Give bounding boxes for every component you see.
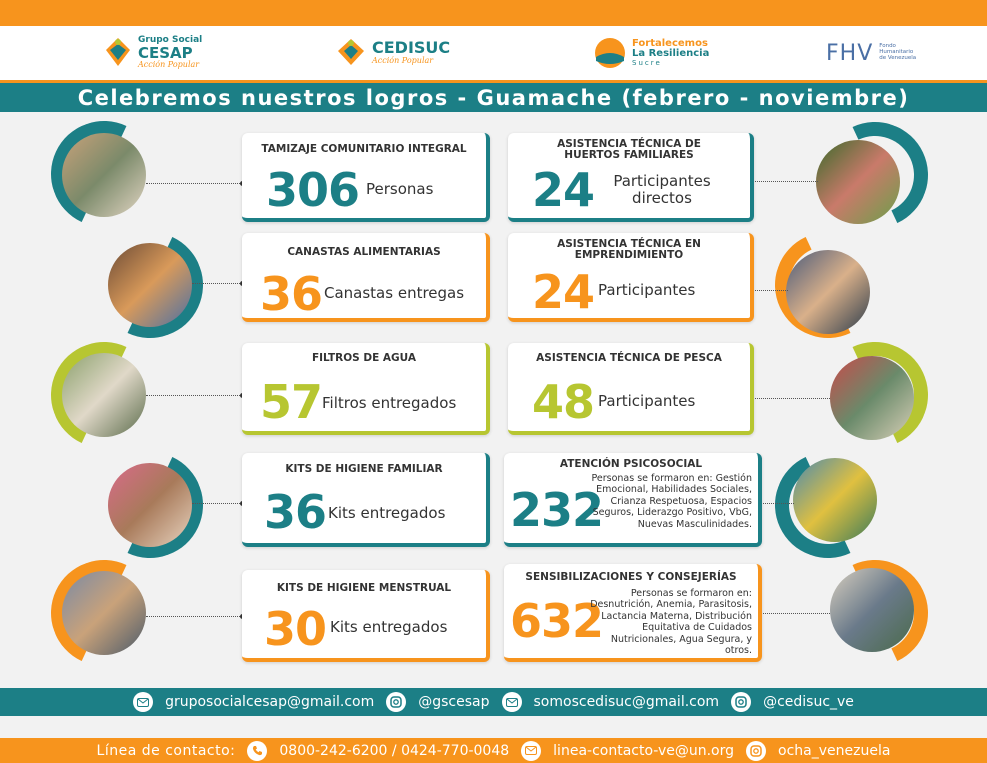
photo-psicosocial xyxy=(793,458,877,542)
card-tamizaje xyxy=(242,133,490,222)
connector-line xyxy=(146,616,242,617)
contact-bar-line xyxy=(0,738,987,763)
fhv-logo xyxy=(826,34,916,72)
connector-line xyxy=(192,283,242,284)
card-description: Personas se formaron en: Gestión Emocional, Habilidades Sociales, Crianza Respetuosa, Espacios Seguros, Liderazgo Positivo, VbG, Nuevas Masculinidades. xyxy=(591,473,752,530)
card-pesca xyxy=(508,343,754,435)
top-orange-bar xyxy=(0,0,987,26)
instagram-icon xyxy=(386,692,406,712)
connector-line xyxy=(146,395,242,396)
photo-higiene-familiar xyxy=(108,463,192,547)
card-description: Kits entregados xyxy=(328,504,446,522)
photo-pesca xyxy=(830,356,914,440)
card-number: 24 xyxy=(532,163,595,217)
card-number: 57 xyxy=(260,375,323,429)
photo-emprendimiento xyxy=(786,250,870,334)
resiliencia-logo xyxy=(594,34,709,72)
card-heading: ASISTENCIA TÉCNICA EN EMPRENDIMIENTO xyxy=(557,238,701,262)
title-bar xyxy=(0,80,987,112)
email-icon xyxy=(133,692,153,712)
contact-label: Línea de contacto: xyxy=(96,742,236,759)
cedisuc-logo xyxy=(336,34,450,72)
connector-line xyxy=(146,183,242,184)
photo-canastas xyxy=(108,243,192,327)
card-huertos xyxy=(508,133,754,222)
cesap-logo-line1: Grupo Social xyxy=(138,35,203,46)
fhv-logo-line3: de Venezuela xyxy=(879,54,917,61)
connector-line xyxy=(760,503,794,504)
card-heading: CANASTAS ALIMENTARIAS xyxy=(287,246,441,258)
card-description: Kits entregados xyxy=(330,618,448,636)
card-description: Filtros entregados xyxy=(322,394,457,412)
card-emprendimiento xyxy=(508,233,754,322)
photo-higiene-menstrual xyxy=(62,571,146,655)
instagram-cedisuc[interactable]: @cedisuc_ve xyxy=(763,694,854,710)
contact-phone[interactable]: 0800-242-6200 / 0424-770-0048 xyxy=(279,742,510,759)
card-filtros xyxy=(242,343,490,435)
fhv-logo-line2: Humanitario xyxy=(879,49,914,56)
resiliencia-logo-line3: Sucre xyxy=(632,58,662,67)
card-description: Participantes xyxy=(598,392,696,410)
card-heading: ASISTENCIA TÉCNICA DE PESCA xyxy=(536,352,722,364)
photo-filtros xyxy=(62,353,146,437)
photo-huertos xyxy=(816,140,900,224)
card-number: 24 xyxy=(532,265,595,319)
card-description: Participantes xyxy=(598,281,696,299)
cesap-logo-line2: CESAP xyxy=(138,43,193,62)
resiliencia-logo-line1: Fortalecemos xyxy=(632,37,708,49)
card-description: Participantes directos xyxy=(613,172,711,207)
email-ocha[interactable]: linea-contacto-ve@un.org xyxy=(553,742,735,759)
card-higiene-menstrual xyxy=(242,570,490,662)
cedisuc-logo-line1: CEDISUC xyxy=(372,38,451,58)
fhv-logo-line1: Fondo xyxy=(879,43,896,50)
logo-bar xyxy=(0,26,987,80)
connector-line xyxy=(760,613,830,614)
card-heading: ATENCIÓN PSICOSOCIAL xyxy=(559,458,703,470)
instagram-icon xyxy=(731,692,751,712)
card-heading: KITS DE HIGIENE FAMILIAR xyxy=(285,463,443,475)
instagram-ocha[interactable]: ocha_venezuela xyxy=(778,742,891,759)
card-number: 306 xyxy=(266,163,360,217)
cesap-logo-line3: Acción Popular xyxy=(138,60,200,70)
card-number: 632 xyxy=(510,594,604,648)
card-number: 30 xyxy=(264,602,327,656)
card-sensibilizaciones xyxy=(504,564,762,662)
card-description: Canastas entregas xyxy=(324,284,465,302)
fhv-logo-mark: FHV xyxy=(826,40,874,66)
card-heading: FILTROS DE AGUA xyxy=(311,352,417,364)
instagram-cesap[interactable]: @gscesap xyxy=(418,694,490,710)
card-canastas xyxy=(242,233,490,322)
instagram-icon xyxy=(746,741,766,761)
photo-tamizaje xyxy=(62,133,146,217)
phone-icon xyxy=(247,741,267,761)
card-number: 48 xyxy=(532,375,595,429)
card-heading: TAMIZAJE COMUNITARIO INTEGRAL xyxy=(261,143,467,155)
card-number: 232 xyxy=(510,483,604,537)
card-heading: KITS DE HIGIENE MENSTRUAL xyxy=(276,582,452,594)
card-number: 36 xyxy=(264,485,327,539)
email-icon xyxy=(521,741,541,761)
contact-bar-social xyxy=(0,688,987,716)
cesap-logo xyxy=(104,34,202,72)
photo-sensibilizaciones xyxy=(830,568,914,652)
resiliencia-logo-line2: La Resiliencia xyxy=(632,48,710,60)
email-icon xyxy=(502,692,522,712)
card-number: 36 xyxy=(260,267,323,321)
cedisuc-logo-line2: Acción Popular xyxy=(372,56,434,66)
email-cesap[interactable]: gruposocialcesap@gmail.com xyxy=(165,694,375,710)
card-psicosocial xyxy=(504,453,762,547)
card-heading: ASISTENCIA TÉCNICA DE HUERTOS FAMILIARES xyxy=(557,138,701,162)
card-higiene-familiar xyxy=(242,453,490,547)
connector-line xyxy=(192,503,242,504)
email-cedisuc[interactable]: somoscedisuc@gmail.com xyxy=(533,694,720,710)
card-heading: SENSIBILIZACIONES Y CONSEJERÍAS xyxy=(525,571,737,583)
card-description: Personas xyxy=(366,180,434,198)
page-title: Celebremos nuestros logros - Guamache (febrero - noviembre) xyxy=(77,85,910,110)
card-description: Personas se formaron en: Desnutrición, Anemia, Parasitosis, Lactancia Materna, Distribución Equitativa de Cuidados Nutricionales, Agua Segura, y otros. xyxy=(590,588,752,656)
